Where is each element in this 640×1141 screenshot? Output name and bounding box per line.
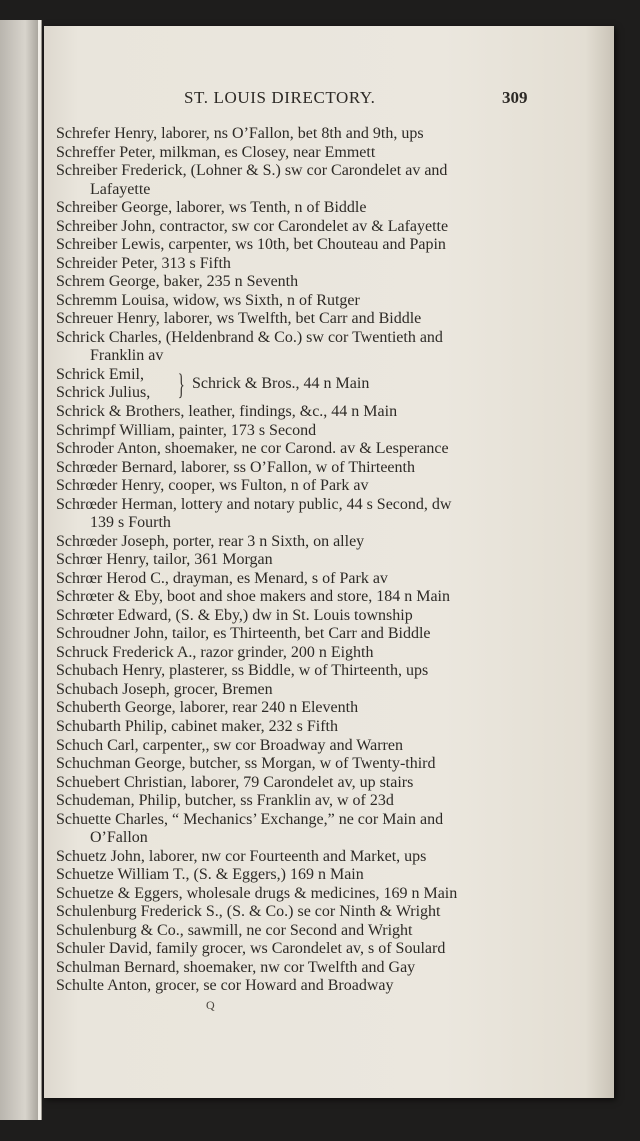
directory-entry: Schrem George, baker, 235 n Seventh bbox=[56, 273, 299, 291]
directory-entry: Schreiber Lewis, carpenter, ws 10th, bet Chouteau and Papin bbox=[56, 236, 446, 254]
directory-entry: Schrœder Herman, lottery and notary public, 44 s Second, dw bbox=[56, 495, 452, 513]
directory-entry: Schremm Louisa, widow, ws Sixth, n of Rutger bbox=[56, 291, 360, 309]
previous-page-edge bbox=[0, 20, 42, 1120]
directory-entry: Schuetz John, laborer, nw cor Fourteenth and Market, ups bbox=[56, 847, 427, 865]
directory-entry: Schrick & Brothers, leather, findings, &c., 44 n Main bbox=[56, 402, 398, 420]
directory-entry: Schreiber John, contractor, sw cor Carondelet av & Lafayette bbox=[56, 217, 449, 235]
directory-entry: Schulte Anton, grocer, se cor Howard and Broadway bbox=[56, 977, 394, 995]
directory-entry: Schrœr Herod C., drayman, es Menard, s of Park av bbox=[56, 569, 388, 587]
directory-entry: Schrœder Henry, cooper, ws Fulton, n of Park av bbox=[56, 477, 369, 495]
directory-entry: Schreider Peter, 313 s Fifth bbox=[56, 254, 231, 272]
directory-entry: Schulenburg & Co., sawmill, ne cor Second and Wright bbox=[56, 921, 413, 939]
entry-continuation: 139 s Fourth bbox=[90, 514, 171, 532]
directory-page bbox=[44, 26, 614, 1098]
directory-entry: Schreiber George, laborer, ws Tenth, n of Biddle bbox=[56, 199, 367, 217]
directory-entries bbox=[56, 125, 526, 996]
directory-entry: Schuchman George, butcher, ss Morgan, w of Twenty-third bbox=[56, 755, 436, 773]
entry-name: Schrick Julius, bbox=[56, 384, 151, 402]
entry-name: Schrick Emil, bbox=[56, 365, 144, 383]
page-number: 309 bbox=[502, 88, 528, 107]
shared-entry-text: Schrick & Bros., 44 n Main bbox=[192, 374, 370, 392]
directory-entry: Schrimpf William, painter, 173 s Second bbox=[56, 421, 317, 439]
entry-continuation: O’Fallon bbox=[90, 829, 148, 847]
directory-entry: Schuetze & Eggers, wholesale drugs & medicines, 169 n Main bbox=[56, 884, 458, 902]
directory-entry: Schubach Henry, plasterer, ss Biddle, w of Thirteenth, ups bbox=[56, 662, 429, 680]
directory-entry: Schreiber Frederick, (Lohner & S.) sw cor Carondelet av and bbox=[56, 162, 448, 180]
directory-entry: Schroder Anton, shoemaker, ne cor Carond. av & Lesperance bbox=[56, 440, 449, 458]
directory-entry: Schreffer Peter, milkman, es Closey, near Emmett bbox=[56, 143, 376, 161]
brace-entry-group bbox=[56, 366, 526, 403]
directory-entry: Schrœr Henry, tailor, 361 Morgan bbox=[56, 551, 273, 569]
directory-entry: Schuler David, family grocer, ws Carondelet av, s of Soulard bbox=[56, 940, 446, 958]
directory-entry: Schulenburg Frederick S., (S. & Co.) se cor Ninth & Wright bbox=[56, 903, 441, 921]
directory-entry: Schuebert Christian, laborer, 79 Carondelet av, up stairs bbox=[56, 773, 414, 791]
brace-icon: } bbox=[177, 367, 185, 401]
directory-entry: Schrœder Joseph, porter, rear 3 n Sixth, on alley bbox=[56, 532, 365, 550]
page-fold-edge bbox=[38, 20, 41, 1120]
directory-entry: Schreuer Henry, laborer, ws Twelfth, bet Carr and Biddle bbox=[56, 310, 422, 328]
directory-entry: Schrick Charles, (Heldenbrand & Co.) sw cor Twentieth and bbox=[56, 328, 443, 346]
directory-entry: Schrœder Bernard, laborer, ss O’Fallon, w of Thirteenth bbox=[56, 458, 415, 476]
running-title: ST. LOUIS DIRECTORY. bbox=[184, 88, 376, 107]
signature-mark: Q bbox=[206, 998, 215, 1012]
page-header bbox=[44, 88, 614, 110]
directory-entry: Schrœter Edward, (S. & Eby,) dw in St. Louis township bbox=[56, 606, 413, 624]
directory-entry: Schuetze William T., (S. & Eggers,) 169 n Main bbox=[56, 866, 364, 884]
directory-entry: Schrœter & Eby, boot and shoe makers and store, 184 n Main bbox=[56, 588, 450, 606]
directory-entry: Schruck Frederick A., razor grinder, 200 n Eighth bbox=[56, 643, 374, 661]
directory-entry: Schubarth Philip, cabinet maker, 232 s Fifth bbox=[56, 718, 338, 736]
directory-entry: Schrefer Henry, laborer, ns O’Fallon, bet 8th and 9th, ups bbox=[56, 125, 424, 142]
directory-entry: Schuberth George, laborer, rear 240 n Eleventh bbox=[56, 699, 359, 717]
entry-continuation: Lafayette bbox=[90, 180, 151, 198]
directory-entry: Schulman Bernard, shoemaker, nw cor Twelfth and Gay bbox=[56, 958, 416, 976]
brace-names bbox=[56, 366, 150, 403]
directory-entry: Schubach Joseph, grocer, Bremen bbox=[56, 680, 273, 698]
directory-entry: Schudeman, Philip, butcher, ss Franklin av, w of 23d bbox=[56, 792, 394, 810]
entry-continuation: Franklin av bbox=[90, 347, 164, 365]
directory-entry: Schuch Carl, carpenter,, sw cor Broadway and Warren bbox=[56, 736, 403, 754]
directory-entry: Schroudner John, tailor, es Thirteenth, bet Carr and Biddle bbox=[56, 625, 431, 643]
directory-entry: Schuette Charles, “ Mechanics’ Exchange,” ne cor Main and bbox=[56, 810, 444, 828]
